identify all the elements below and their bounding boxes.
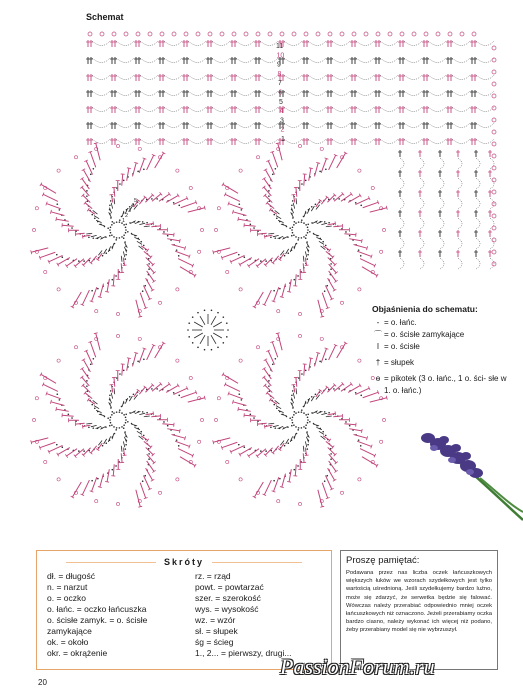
abbreviation-item: szer. = szerokość	[195, 593, 261, 603]
abbreviation-item: ok. = około	[47, 637, 89, 647]
abbreviation-item: okr. = okrążenie	[47, 648, 108, 658]
row-labels	[122, 43, 285, 224]
motif-round-label: 5	[134, 198, 138, 204]
motifs	[31, 143, 388, 508]
legend-item-picot	[372, 373, 512, 397]
remember-note	[340, 550, 498, 670]
schema-title: Schemat	[86, 12, 124, 22]
motif-round-label: 1	[122, 218, 126, 224]
motif-round-label: 4	[131, 203, 135, 209]
row-number-label: 6	[278, 89, 283, 97]
page-number: 20	[38, 678, 47, 687]
abbreviation-item: wz. = wzór	[195, 615, 236, 625]
side-rows	[398, 46, 496, 269]
legend-item-chain	[372, 317, 512, 329]
legend-text: = o. łańc.	[384, 318, 417, 327]
motif	[31, 333, 206, 508]
row-number-label: 10	[276, 52, 285, 60]
watermark: PassionForum.ru	[280, 654, 435, 679]
motif-round-label: 2	[125, 213, 129, 219]
legend-text: = pikotek (3 o. łańc., 1 o. ści- słe w 1. o. łańc.)	[384, 374, 507, 395]
slip-stitch-icon: ⌒	[374, 330, 382, 339]
abbreviation-item: n. = narzut	[47, 582, 88, 592]
motif	[213, 333, 388, 508]
abbreviation-item: o. = oczko	[47, 593, 86, 603]
row-number-label: 1	[281, 136, 285, 143]
motif	[31, 143, 206, 318]
legend-heading: Objaśnienia do schematu:	[372, 304, 478, 314]
legend	[372, 303, 512, 397]
abbreviation-item: o. ścisłe zamyk. = o. ścisłe	[47, 615, 148, 625]
legend-text: = o. ścisłe	[384, 342, 420, 351]
treble-icon: †	[375, 358, 381, 367]
single-crochet-icon: I	[376, 342, 380, 351]
chain-icon: -	[376, 318, 380, 327]
legend-item-single-crochet	[372, 341, 512, 353]
picot-icon: ɵ	[375, 374, 381, 383]
motif	[213, 143, 388, 318]
abbreviations-heading: Skróty	[37, 557, 331, 567]
abbreviation-item: dł. = długość	[47, 571, 95, 581]
lavender-image	[410, 420, 523, 530]
legend-text: = słupek	[384, 358, 415, 367]
motif-round-label: 3	[128, 208, 132, 214]
abbreviation-item: rz. = rząd	[195, 571, 231, 581]
abbreviation-item: sł. = słupek	[195, 626, 238, 636]
abbreviation-item: śg = ścieg	[195, 637, 234, 647]
row-number-label: 2	[280, 126, 285, 134]
row-number-label: 11	[276, 43, 284, 50]
row-number-label: 3	[280, 117, 284, 125]
border-rows	[86, 32, 494, 145]
abbreviations-column-2	[195, 571, 329, 659]
abbreviation-item: zamykające	[47, 626, 92, 636]
abbreviation-item: 1., 2... = pierwszy, drugi...	[195, 648, 292, 658]
abbreviations-box	[36, 550, 332, 670]
abbreviation-item: powt. = powtarzać	[195, 582, 264, 592]
row-number-label: 7	[278, 80, 282, 88]
row-number-label: 8	[277, 70, 282, 78]
abbreviations-column-1	[47, 571, 197, 659]
remember-heading: Proszę pamiętać:	[346, 555, 420, 566]
abbreviation-item: o. łańc. = oczko łańcuszka	[47, 604, 147, 614]
legend-text: = o. ścisłe zamykające	[384, 330, 465, 339]
row-number-label: 5	[279, 98, 283, 106]
legend-item-treble	[372, 357, 512, 369]
remember-text: Podawana przez nas liczba oczek łańcuszkowych większych łuków we wzorach szydełkowych jest tylko wartością uśrednioną. Jeśli szydełkujemy bardzo luźno, może się zdarzyć, że serwetka będzie się falować. Wówczas należy przerabiać odpowiednio mniej oczek łańcuszkowych niż oznaczono. Jeżeli przerabiamy oczka bardzo ciasno, należy wykonać ich więcej niż podano, żeby przerabiany model się nie wybrzuszył.	[346, 570, 492, 634]
row-number-label: 4	[279, 108, 284, 116]
abbreviation-item: wys. = wysokość	[195, 604, 259, 614]
legend-item-slip-stitch	[372, 329, 512, 341]
row-number-label: 9	[277, 61, 281, 69]
